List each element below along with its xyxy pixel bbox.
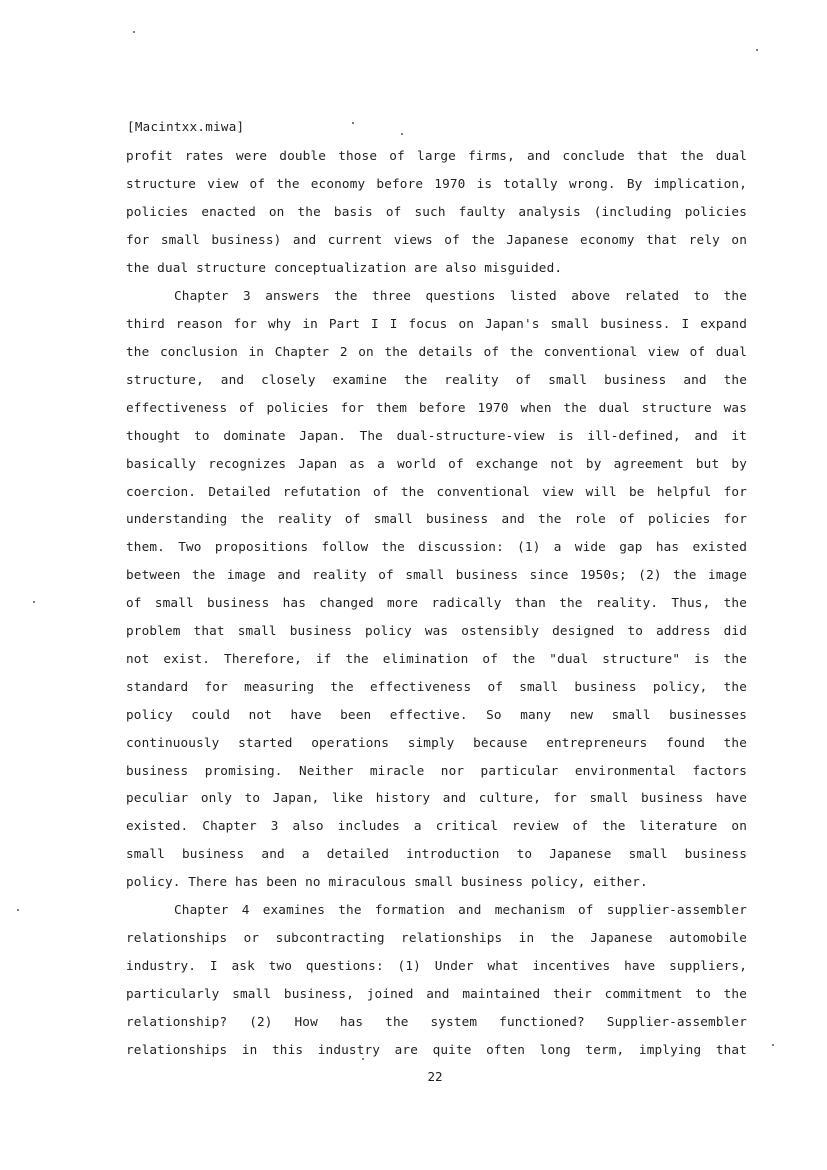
text-line: thought to dominate Japan. The dual-structure-view is ill-defined, and it	[126, 428, 747, 443]
text-line: relationships or subcontracting relationships in the Japanese automobile	[126, 930, 747, 945]
scan-speck	[756, 49, 758, 51]
text-line: structure, and closely examine the reality of small business and the	[126, 372, 747, 387]
text-line: relationships in this industry are quite often long term, implying that	[126, 1042, 747, 1057]
scan-speck	[401, 133, 403, 135]
text-line: relationship? (2) How has the system functioned? Supplier-assembler	[126, 1014, 747, 1029]
text-line: basically recognizes Japan as a world of exchange not by agreement but by	[126, 456, 747, 471]
page-number: 22	[427, 1069, 443, 1084]
text-line: industry. I ask two questions: (1) Under what incentives have suppliers,	[126, 958, 747, 973]
text-line: not exist. Therefore, if the elimination of the "dual structure" is the	[126, 651, 747, 666]
text-line: policies enacted on the basis of such faulty analysis (including policies	[126, 204, 747, 219]
text-line: of small business has changed more radically than the reality. Thus, the	[126, 595, 747, 610]
scan-speck	[352, 122, 354, 124]
scan-speck	[362, 1058, 364, 1060]
text-line: small business and a detailed introduction to Japanese small business	[126, 846, 747, 861]
text-line: structure view of the economy before 1970 is totally wrong. By implication,	[126, 176, 747, 191]
text-line: business promising. Neither miracle nor particular environmental factors	[126, 763, 747, 778]
text-line: for small business) and current views of the Japanese economy that rely on	[126, 232, 747, 247]
text-line: profit rates were double those of large firms, and conclude that the dual	[126, 148, 747, 163]
text-line: Chapter 3 answers the three questions listed above related to the	[174, 288, 747, 303]
text-line: peculiar only to Japan, like history and culture, for small business have	[126, 790, 747, 805]
text-line: Chapter 4 examines the formation and mechanism of supplier-assembler	[174, 902, 747, 917]
scan-speck	[772, 1044, 774, 1046]
text-line: third reason for why in Part I I focus on Japan's small business. I expand	[126, 316, 747, 331]
text-line: problem that small business policy was ostensibly designed to address did	[126, 623, 747, 638]
text-line: them. Two propositions follow the discussion: (1) a wide gap has existed	[126, 539, 747, 554]
text-line: the conclusion in Chapter 2 on the details of the conventional view of dual	[126, 344, 747, 359]
file-tag: [Macintxx.miwa]	[127, 119, 245, 134]
text-line: existed. Chapter 3 also includes a critical review of the literature on	[126, 818, 747, 833]
text-line: between the image and reality of small business since 1950s; (2) the image	[126, 567, 747, 582]
text-line: coercion. Detailed refutation of the conventional view will be helpful for	[126, 484, 747, 499]
text-line: the dual structure conceptualization are also misguided.	[126, 260, 563, 275]
text-line: continuously started operations simply because entrepreneurs found the	[126, 735, 747, 750]
scan-speck	[33, 601, 35, 603]
text-line: policy could not have been effective. So many new small businesses	[126, 707, 747, 722]
scan-speck	[17, 909, 19, 911]
text-line: standard for measuring the effectiveness of small business policy, the	[126, 679, 747, 694]
scan-speck	[133, 31, 135, 33]
text-line: policy. There has been no miraculous small business policy, either.	[126, 874, 648, 889]
text-line: particularly small business, joined and maintained their commitment to the	[126, 986, 747, 1001]
text-line: effectiveness of policies for them before 1970 when the dual structure was	[126, 400, 747, 415]
text-line: understanding the reality of small business and the role of policies for	[126, 511, 747, 526]
